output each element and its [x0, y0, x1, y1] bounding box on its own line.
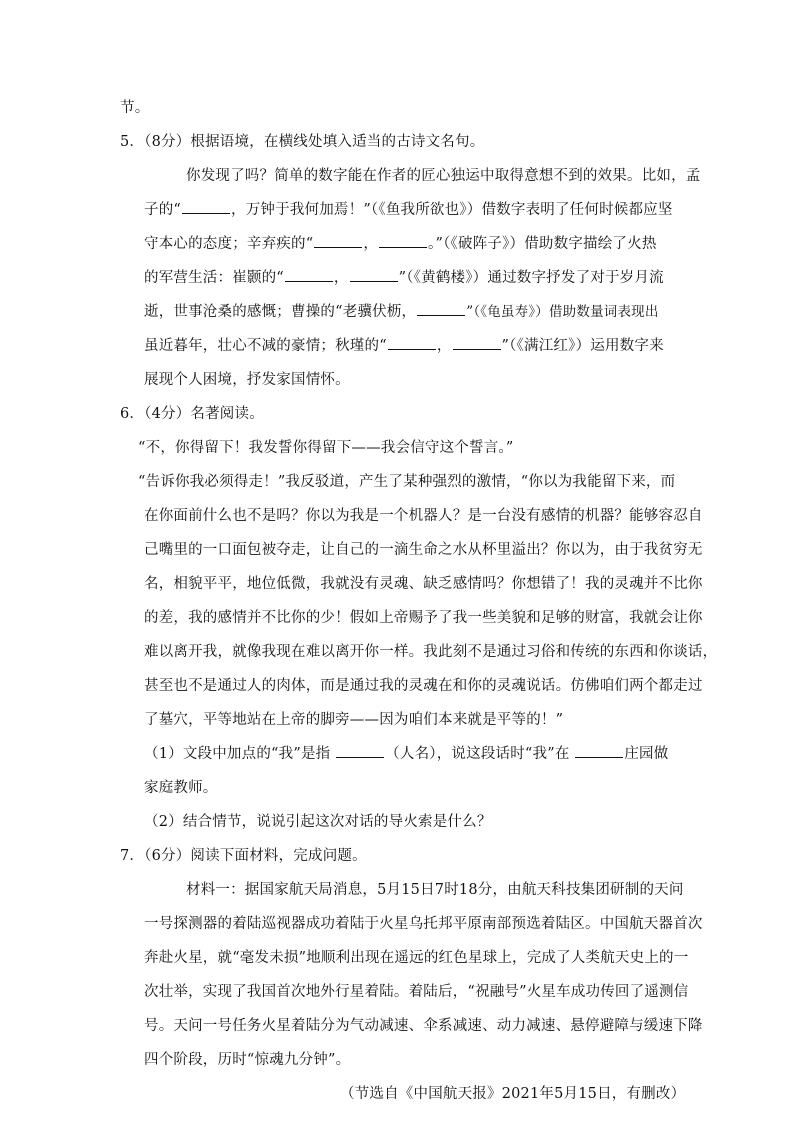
- material-line: 奔赴火星，就“毫发未损”地顺利出现在遥远的红色星球上，完成了人类航天史上的一: [144, 950, 689, 966]
- text-segment: 守本心的态度；辛弃疾的“: [144, 236, 314, 252]
- quote-line: 难以离开我，就像我现在难以离开你一样。我此刻不是通过习俗和传统的东西和你谈话，: [144, 644, 718, 660]
- text-line: [144, 268, 664, 288]
- text-segment: （1）文段中加点的“我”是指: [144, 746, 336, 762]
- text-line: 家庭教师。: [144, 780, 218, 796]
- answer-blank[interactable]: [350, 268, 398, 282]
- answer-blank[interactable]: [285, 268, 333, 282]
- text-segment: （人名），说这段话时“我”在: [385, 746, 575, 762]
- text-segment: 庄园做: [624, 746, 669, 762]
- text-segment: 逝，世事沧桑的感慨；曹操的“老骥伏枥，: [144, 304, 417, 320]
- quote-line: 在你面前什么也不是吗？你以为我是一个机器人？是一台没有感情的机器？能够容忍自: [144, 508, 703, 524]
- text-segment: ，: [436, 338, 452, 354]
- text-segment: ，: [333, 270, 349, 286]
- text-line: [144, 302, 659, 322]
- answer-blank[interactable]: [379, 234, 427, 248]
- answer-blank[interactable]: [453, 336, 501, 350]
- source-citation: （节选自《中国航天报》2021年5月15日，有删改）: [340, 1086, 686, 1102]
- text-segment: 子的“: [144, 202, 182, 218]
- text-segment: 虽近暮年，壮心不减的豪情；秋瑾的“: [144, 338, 387, 354]
- text-line: 节。: [120, 100, 150, 116]
- material-line: 材料一：据国家航天局消息，5月15日7时18分，由航天科技集团研制的天问: [186, 882, 684, 898]
- text-segment: ，万钟于我何加焉！”（《鱼我所欲也》）借数字表明了任何时候都应坚: [231, 202, 673, 218]
- question-6-heading: 6．（4分）名著阅读。: [120, 406, 264, 422]
- quote-line: “不，你得留下！我发誓你得留下——我会信守这个誓言。”: [138, 440, 514, 456]
- answer-blank[interactable]: [336, 744, 384, 758]
- text-segment: 的军营生活：崔颢的“: [144, 270, 284, 286]
- answer-blank[interactable]: [388, 336, 436, 350]
- quote-line: 己嘴里的一口面包被夺走，让自己的一滴生命之水从杯里溢出？你以为，由于我贫穷无: [144, 542, 703, 558]
- text-line: 你发现了吗？简单的数字能在作者的匠心独运中取得意想不到的效果。比如，孟: [186, 168, 701, 184]
- text-line: [144, 200, 673, 220]
- text-line: [144, 336, 664, 356]
- quote-line: 了墓穴，平等地站在上帝的脚旁——因为咱们本来就是平等的！”: [144, 712, 564, 728]
- quote-line: 甚至也不是通过人的肉体，而是通过我的灵魂在和你的灵魂说话。仿佛咱们两个都走过: [144, 678, 703, 694]
- question-7-heading: 7．（6分）阅读下面材料，完成问题。: [120, 848, 367, 864]
- question-5-heading: 5．（8分）根据语境，在横线处填入适当的古诗文名句。: [120, 134, 485, 150]
- sub-question-2: （2）结合情节，说说引起这次对话的导火索是什么？: [144, 814, 492, 830]
- material-line: 次壮举，实现了我国首次地外行星着陆。着陆后，“祝融号”火星车成功传回了遥测信: [144, 984, 689, 1000]
- text-line: 展现个人困境，抒发家国情怀。: [144, 372, 350, 388]
- answer-blank[interactable]: [182, 200, 230, 214]
- text-segment: ，: [363, 236, 379, 252]
- answer-blank[interactable]: [575, 744, 623, 758]
- material-line: 四个阶段，历时“惊魂九分钟”。: [144, 1052, 351, 1068]
- quote-line: 名，相貌平平，地位低微，我就没有灵魂、缺乏感情吗？你想错了！我的灵魂并不比你: [144, 576, 703, 592]
- material-line: 号。天问一号任务火星着陆分为气动减速、伞系减速、动力减速、悬停避障与缓速下降: [144, 1018, 703, 1034]
- text-segment: ”（《黄鹤楼》）通过数字抒发了对于岁月流: [398, 270, 664, 286]
- text-line: [144, 234, 657, 254]
- sub-question-1: [144, 744, 668, 764]
- text-segment: ”（《满江红》）运用数字来: [501, 338, 664, 354]
- text-segment: 。”（《破阵子》）借助数字描绘了火热: [428, 236, 657, 252]
- answer-blank[interactable]: [417, 302, 465, 316]
- text-segment: ”（《龟虽寿》）借助数量词表现出: [466, 304, 659, 320]
- quote-line: 的差，我的感情并不比你的少！假如上帝赐予了我一些美貌和足够的财富，我就会让你: [144, 610, 703, 626]
- material-line: 一号探测器的着陆巡视器成功着陆于火星乌托邦平原南部预选着陆区。中国航天器首次: [144, 916, 703, 932]
- answer-blank[interactable]: [314, 234, 362, 248]
- quote-line: “告诉你我必须得走！”我反驳道，产生了某种强烈的激情，“你以为我能留下来，而: [138, 474, 676, 490]
